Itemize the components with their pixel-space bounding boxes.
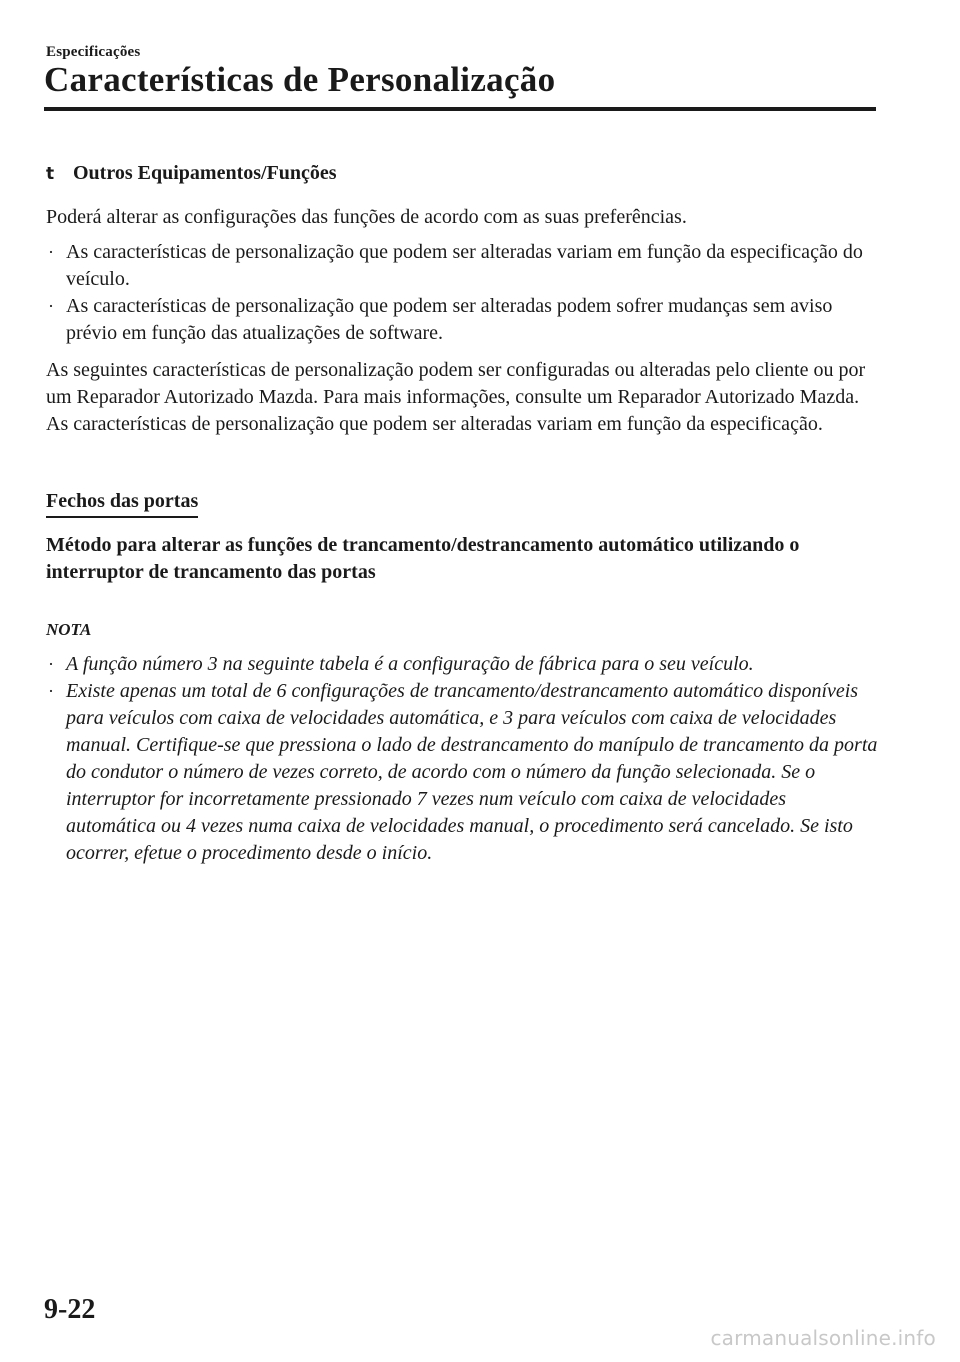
bullet-dot-icon: ·	[48, 654, 54, 674]
list-item	[46, 293, 878, 347]
bullet-dot-icon: ·	[48, 296, 54, 316]
list-item	[46, 651, 878, 678]
content-area	[46, 160, 878, 867]
subsection-title: Outros Equipamentos/Funções	[73, 162, 337, 184]
method-heading: Método para alterar as funções de trancamento/destrancamento automático utilizando o interruptor de trancamento das portas	[46, 534, 800, 583]
bullet-dot-icon: ·	[48, 242, 54, 262]
topic-heading: Fechos das portas	[46, 488, 198, 518]
subsection-heading	[46, 160, 878, 188]
square-bullet-icon: t	[46, 164, 55, 184]
bullet-list	[46, 239, 878, 347]
page-title: Características de Personalização	[44, 60, 556, 99]
note-list	[46, 651, 878, 867]
list-item	[46, 678, 878, 867]
note-text: Existe apenas um total de 6 configurações de trancamento/destrancamento automático disponíveis para veículos com caixa de velocidades automática, e 3 para veículos com caixa de velocidades manual. Certifique-se que pressiona o lado de destrancamento do manípulo de trancamento da porta do condutor o número de vezes correto, de acordo com o número da função selecionada. Se o interruptor for incorretamente pressionado 7 vezes num veículo com caixa de velocidades automática ou 4 vezes numa caixa de velocidades manual, o procedimento será cancelado. Se isto ocorrer, efetue o procedimento desde o início.	[66, 680, 878, 864]
note-text: A função número 3 na seguinte tabela é a configuração de fábrica para o seu veículo.	[66, 653, 754, 675]
header-divider	[44, 107, 876, 111]
list-item	[46, 239, 878, 293]
intro-paragraph: Poderá alterar as configurações das funções de acordo com as suas preferências.	[46, 206, 687, 228]
note-label: NOTA	[46, 620, 92, 639]
page-number: 9-22	[44, 1294, 96, 1325]
list-item-text: As características de personalização que podem ser alteradas podem sofrer mudanças sem aviso prévio em função das atualizações de software.	[66, 295, 833, 344]
paragraph-line: As características de personalização que podem ser alteradas variam em função da especificação.	[46, 413, 823, 435]
section-label: Especificações	[46, 44, 141, 60]
bullet-dot-icon: ·	[48, 681, 54, 701]
paragraph-line: As seguintes características de personalização podem ser configuradas ou alteradas pelo cliente ou por um Reparador Autorizado Mazda. Para mais informações, consulte um Reparador Autorizado Mazda.	[46, 359, 866, 408]
watermark: carmanualsonline.info	[710, 1326, 936, 1350]
list-item-text: As características de personalização que podem ser alteradas variam em função da especificação do veículo.	[66, 241, 863, 290]
description-paragraph	[46, 357, 878, 438]
